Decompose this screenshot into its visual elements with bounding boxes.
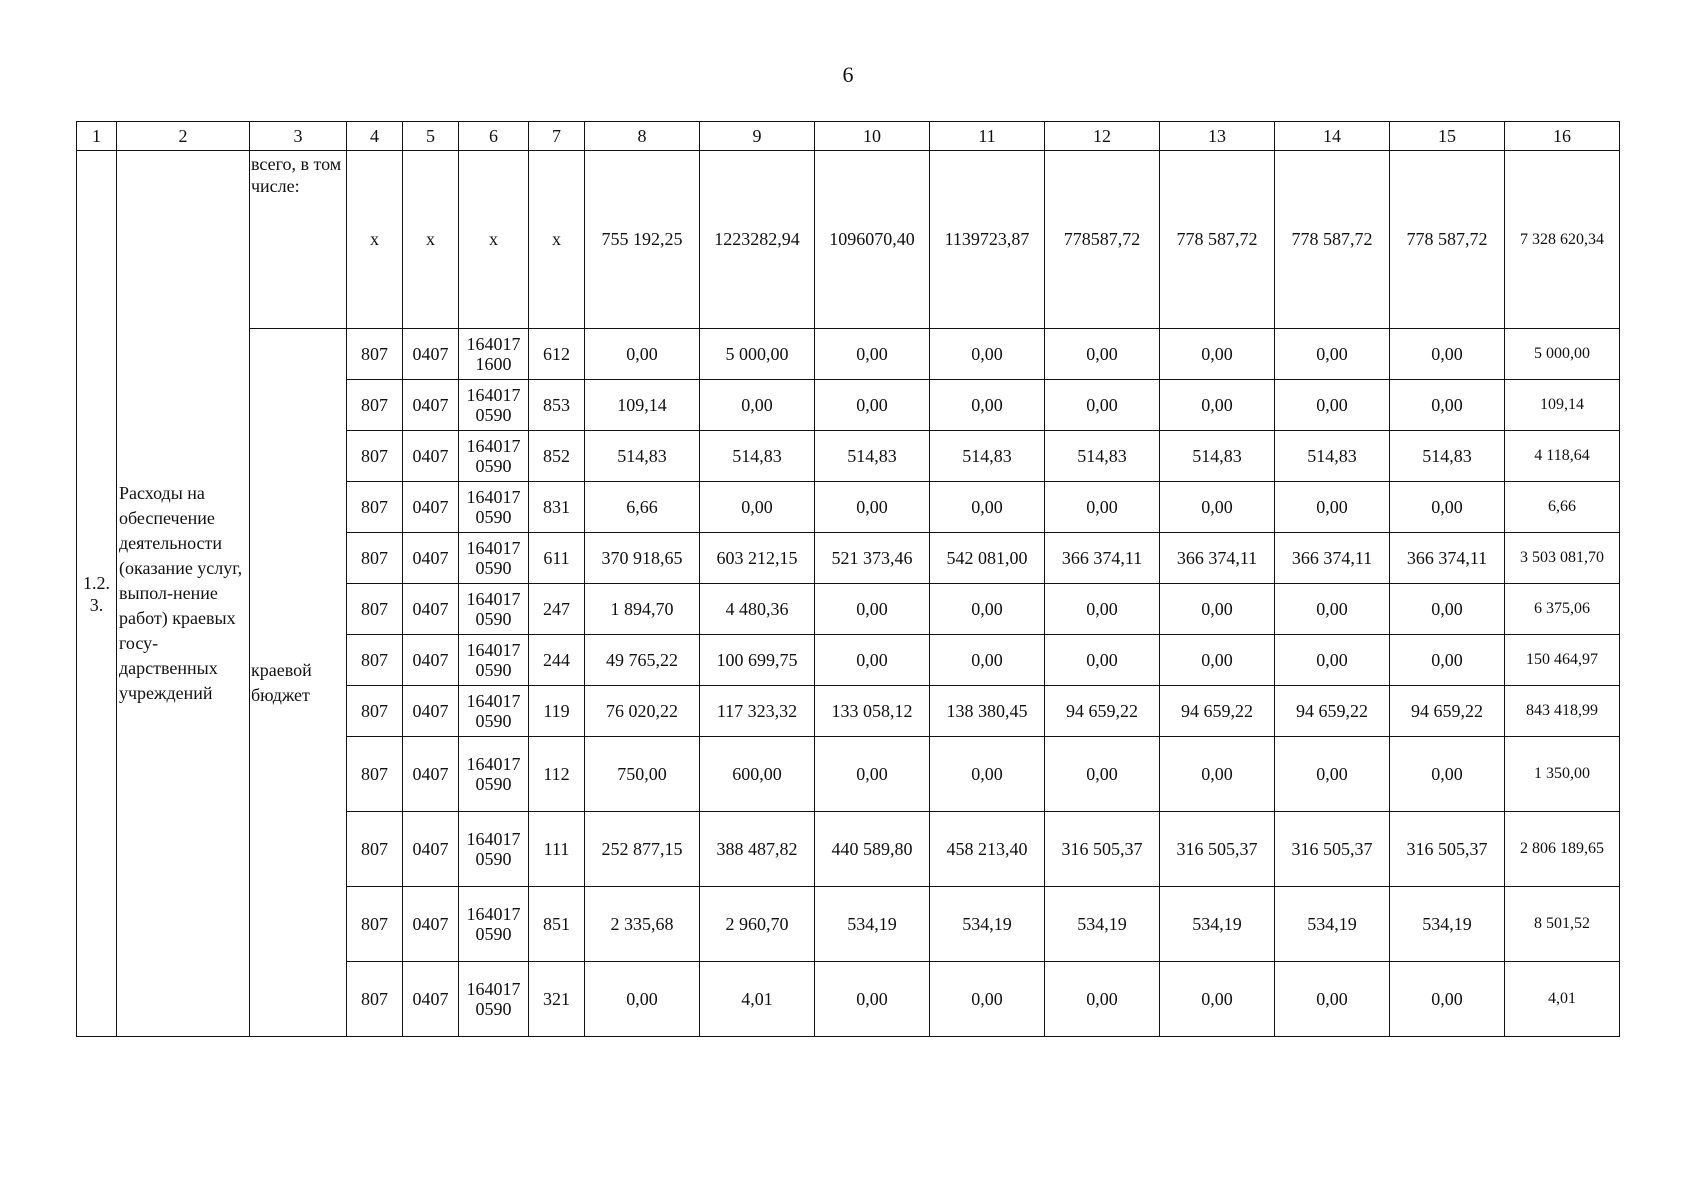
value-cell: 1139723,87 bbox=[930, 151, 1045, 329]
value-cell: 0,00 bbox=[930, 635, 1045, 686]
value-cell: 76 020,22 bbox=[585, 686, 700, 737]
total-label: всего, в том числе: bbox=[250, 151, 347, 329]
vr-code: 831 bbox=[529, 482, 585, 533]
value-cell: 0,00 bbox=[930, 737, 1045, 812]
value-cell: 1 894,70 bbox=[585, 584, 700, 635]
total-value-cell: 4 118,64 bbox=[1505, 431, 1620, 482]
value-cell: 133 058,12 bbox=[815, 686, 930, 737]
value-cell: 316 505,37 bbox=[1160, 812, 1275, 887]
value-cell: 0,00 bbox=[1275, 584, 1390, 635]
csr-code: 164017 0590 bbox=[459, 584, 529, 635]
grbs-code: x bbox=[347, 151, 403, 329]
value-cell: 0,00 bbox=[815, 380, 930, 431]
value-cell: 0,00 bbox=[1390, 584, 1505, 635]
value-cell: 94 659,22 bbox=[1160, 686, 1275, 737]
value-cell: 0,00 bbox=[1045, 380, 1160, 431]
csr-code: 164017 0590 bbox=[459, 887, 529, 962]
value-cell: 1223282,94 bbox=[700, 151, 815, 329]
rzpr-code: 0407 bbox=[403, 887, 459, 962]
value-cell: 0,00 bbox=[1045, 584, 1160, 635]
total-row bbox=[77, 151, 1620, 329]
total-value-cell: 7 328 620,34 bbox=[1505, 151, 1620, 329]
vr-code: 244 bbox=[529, 635, 585, 686]
value-cell: 521 373,46 bbox=[815, 533, 930, 584]
grbs-code: 807 bbox=[347, 887, 403, 962]
value-cell: 366 374,11 bbox=[1390, 533, 1505, 584]
item-name: Расходы на обеспечение деятельности (оказание услуг, выпол-нение работ) краевых госу-дарственных учреждений bbox=[117, 151, 250, 1037]
value-cell: 0,00 bbox=[700, 482, 815, 533]
value-cell: 6,66 bbox=[585, 482, 700, 533]
value-cell: 0,00 bbox=[1390, 329, 1505, 380]
total-value-cell: 843 418,99 bbox=[1505, 686, 1620, 737]
table-body bbox=[77, 122, 1620, 1037]
column-number: 5 bbox=[403, 122, 459, 151]
value-cell: 49 765,22 bbox=[585, 635, 700, 686]
csr-code: 164017 1600 bbox=[459, 329, 529, 380]
column-number: 11 bbox=[930, 122, 1045, 151]
total-value-cell: 6 375,06 bbox=[1505, 584, 1620, 635]
grbs-code: 807 bbox=[347, 635, 403, 686]
total-value-cell: 8 501,52 bbox=[1505, 887, 1620, 962]
value-cell: 0,00 bbox=[930, 482, 1045, 533]
value-cell: 2 335,68 bbox=[585, 887, 700, 962]
vr-code: 321 bbox=[529, 962, 585, 1037]
value-cell: 0,00 bbox=[1390, 737, 1505, 812]
value-cell: 0,00 bbox=[1160, 635, 1275, 686]
rzpr-code: 0407 bbox=[403, 431, 459, 482]
csr-code: 164017 0590 bbox=[459, 686, 529, 737]
value-cell: 316 505,37 bbox=[1390, 812, 1505, 887]
value-cell: 0,00 bbox=[930, 380, 1045, 431]
value-cell: 0,00 bbox=[930, 584, 1045, 635]
column-number: 8 bbox=[585, 122, 700, 151]
value-cell: 534,19 bbox=[815, 887, 930, 962]
csr-code: 164017 0590 bbox=[459, 737, 529, 812]
value-cell: 94 659,22 bbox=[1390, 686, 1505, 737]
grbs-code: 807 bbox=[347, 584, 403, 635]
value-cell: 2 960,70 bbox=[700, 887, 815, 962]
value-cell: 0,00 bbox=[815, 962, 930, 1037]
value-cell: 316 505,37 bbox=[1275, 812, 1390, 887]
vr-code: 853 bbox=[529, 380, 585, 431]
vr-code: 612 bbox=[529, 329, 585, 380]
column-number: 14 bbox=[1275, 122, 1390, 151]
csr-code: 164017 0590 bbox=[459, 635, 529, 686]
grbs-code: 807 bbox=[347, 329, 403, 380]
item-number-text: 1.2. 3. bbox=[83, 572, 110, 615]
rzpr-code: 0407 bbox=[403, 686, 459, 737]
value-cell: 514,83 bbox=[1160, 431, 1275, 482]
value-cell: 514,83 bbox=[585, 431, 700, 482]
column-number: 16 bbox=[1505, 122, 1620, 151]
value-cell: 0,00 bbox=[700, 380, 815, 431]
page-number: 6 bbox=[842, 62, 854, 87]
csr-code: 164017 0590 bbox=[459, 482, 529, 533]
value-cell: 109,14 bbox=[585, 380, 700, 431]
grbs-code: 807 bbox=[347, 431, 403, 482]
value-cell: 0,00 bbox=[1390, 635, 1505, 686]
value-cell: 600,00 bbox=[700, 737, 815, 812]
value-cell: 514,83 bbox=[815, 431, 930, 482]
csr-code: 164017 0590 bbox=[459, 962, 529, 1037]
rzpr-code: 0407 bbox=[403, 533, 459, 584]
value-cell: 4,01 bbox=[700, 962, 815, 1037]
value-cell: 0,00 bbox=[1160, 584, 1275, 635]
value-cell: 514,83 bbox=[1390, 431, 1505, 482]
csr-code: x bbox=[459, 151, 529, 329]
value-cell: 0,00 bbox=[815, 482, 930, 533]
value-cell: 458 213,40 bbox=[930, 812, 1045, 887]
rzpr-code: 0407 bbox=[403, 812, 459, 887]
value-cell: 366 374,11 bbox=[1045, 533, 1160, 584]
column-number: 10 bbox=[815, 122, 930, 151]
value-cell: 0,00 bbox=[1160, 329, 1275, 380]
column-number: 7 bbox=[529, 122, 585, 151]
vr-code: 851 bbox=[529, 887, 585, 962]
total-value-cell: 4,01 bbox=[1505, 962, 1620, 1037]
vr-code: 111 bbox=[529, 812, 585, 887]
value-cell: 366 374,11 bbox=[1160, 533, 1275, 584]
rzpr-code: 0407 bbox=[403, 737, 459, 812]
value-cell: 0,00 bbox=[1275, 482, 1390, 533]
value-cell: 534,19 bbox=[1275, 887, 1390, 962]
csr-code: 164017 0590 bbox=[459, 812, 529, 887]
total-value-cell: 3 503 081,70 bbox=[1505, 533, 1620, 584]
value-cell: 534,19 bbox=[1160, 887, 1275, 962]
value-cell: 138 380,45 bbox=[930, 686, 1045, 737]
value-cell: 94 659,22 bbox=[1045, 686, 1160, 737]
value-cell: 514,83 bbox=[1275, 431, 1390, 482]
column-number: 1 bbox=[77, 122, 117, 151]
total-value-cell: 150 464,97 bbox=[1505, 635, 1620, 686]
rzpr-code: 0407 bbox=[403, 962, 459, 1037]
value-cell: 534,19 bbox=[1390, 887, 1505, 962]
grbs-code: 807 bbox=[347, 482, 403, 533]
vr-code: 112 bbox=[529, 737, 585, 812]
column-number: 9 bbox=[700, 122, 815, 151]
value-cell: 755 192,25 bbox=[585, 151, 700, 329]
rzpr-code: x bbox=[403, 151, 459, 329]
value-cell: 370 918,65 bbox=[585, 533, 700, 584]
column-number: 4 bbox=[347, 122, 403, 151]
column-number: 15 bbox=[1390, 122, 1505, 151]
value-cell: 0,00 bbox=[815, 584, 930, 635]
value-cell: 366 374,11 bbox=[1275, 533, 1390, 584]
vr-code: 611 bbox=[529, 533, 585, 584]
value-cell: 0,00 bbox=[1045, 482, 1160, 533]
table-row bbox=[77, 329, 1620, 380]
value-cell: 0,00 bbox=[1045, 737, 1160, 812]
grbs-code: 807 bbox=[347, 380, 403, 431]
total-value-cell: 2 806 189,65 bbox=[1505, 812, 1620, 887]
value-cell: 0,00 bbox=[1390, 380, 1505, 431]
value-cell: 94 659,22 bbox=[1275, 686, 1390, 737]
value-cell: 0,00 bbox=[815, 329, 930, 380]
value-cell: 514,83 bbox=[930, 431, 1045, 482]
value-cell: 0,00 bbox=[1045, 962, 1160, 1037]
value-cell: 388 487,82 bbox=[700, 812, 815, 887]
rzpr-code: 0407 bbox=[403, 584, 459, 635]
value-cell: 603 212,15 bbox=[700, 533, 815, 584]
csr-code: 164017 0590 bbox=[459, 380, 529, 431]
value-cell: 0,00 bbox=[1275, 737, 1390, 812]
value-cell: 0,00 bbox=[815, 737, 930, 812]
rzpr-code: 0407 bbox=[403, 329, 459, 380]
value-cell: 0,00 bbox=[1045, 635, 1160, 686]
grbs-code: 807 bbox=[347, 737, 403, 812]
value-cell: 542 081,00 bbox=[930, 533, 1045, 584]
vr-code: x bbox=[529, 151, 585, 329]
value-cell: 0,00 bbox=[1160, 962, 1275, 1037]
value-cell: 778587,72 bbox=[1045, 151, 1160, 329]
funding-source: краевой бюджет bbox=[250, 329, 347, 1037]
value-cell: 117 323,32 bbox=[700, 686, 815, 737]
column-number: 2 bbox=[117, 122, 250, 151]
value-cell: 0,00 bbox=[1160, 737, 1275, 812]
value-cell: 1096070,40 bbox=[815, 151, 930, 329]
value-cell: 534,19 bbox=[1045, 887, 1160, 962]
column-number-row bbox=[77, 122, 1620, 151]
vr-code: 119 bbox=[529, 686, 585, 737]
column-number: 13 bbox=[1160, 122, 1275, 151]
value-cell: 514,83 bbox=[1045, 431, 1160, 482]
value-cell: 750,00 bbox=[585, 737, 700, 812]
value-cell: 100 699,75 bbox=[700, 635, 815, 686]
value-cell: 0,00 bbox=[585, 329, 700, 380]
value-cell: 440 589,80 bbox=[815, 812, 930, 887]
value-cell: 514,83 bbox=[700, 431, 815, 482]
column-number: 3 bbox=[250, 122, 347, 151]
value-cell: 0,00 bbox=[1045, 329, 1160, 380]
value-cell: 534,19 bbox=[930, 887, 1045, 962]
grbs-code: 807 bbox=[347, 533, 403, 584]
value-cell: 0,00 bbox=[1390, 962, 1505, 1037]
csr-code: 164017 0590 bbox=[459, 533, 529, 584]
budget-table bbox=[76, 121, 1620, 1037]
total-value-cell: 6,66 bbox=[1505, 482, 1620, 533]
vr-code: 247 bbox=[529, 584, 585, 635]
rzpr-code: 0407 bbox=[403, 635, 459, 686]
value-cell: 778 587,72 bbox=[1160, 151, 1275, 329]
rzpr-code: 0407 bbox=[403, 482, 459, 533]
value-cell: 0,00 bbox=[1160, 380, 1275, 431]
value-cell: 0,00 bbox=[1275, 380, 1390, 431]
grbs-code: 807 bbox=[347, 962, 403, 1037]
csr-code: 164017 0590 bbox=[459, 431, 529, 482]
value-cell: 0,00 bbox=[1160, 482, 1275, 533]
item-number bbox=[77, 151, 117, 1037]
total-value-cell: 5 000,00 bbox=[1505, 329, 1620, 380]
vr-code: 852 bbox=[529, 431, 585, 482]
column-number: 6 bbox=[459, 122, 529, 151]
total-value-cell: 109,14 bbox=[1505, 380, 1620, 431]
value-cell: 778 587,72 bbox=[1275, 151, 1390, 329]
value-cell: 0,00 bbox=[1275, 329, 1390, 380]
value-cell: 0,00 bbox=[1275, 962, 1390, 1037]
grbs-code: 807 bbox=[347, 686, 403, 737]
value-cell: 316 505,37 bbox=[1045, 812, 1160, 887]
value-cell: 0,00 bbox=[585, 962, 700, 1037]
value-cell: 778 587,72 bbox=[1390, 151, 1505, 329]
rzpr-code: 0407 bbox=[403, 380, 459, 431]
value-cell: 252 877,15 bbox=[585, 812, 700, 887]
value-cell: 0,00 bbox=[930, 962, 1045, 1037]
value-cell: 0,00 bbox=[1275, 635, 1390, 686]
value-cell: 0,00 bbox=[930, 329, 1045, 380]
total-value-cell: 1 350,00 bbox=[1505, 737, 1620, 812]
value-cell: 5 000,00 bbox=[700, 329, 815, 380]
value-cell: 4 480,36 bbox=[700, 584, 815, 635]
column-number: 12 bbox=[1045, 122, 1160, 151]
value-cell: 0,00 bbox=[815, 635, 930, 686]
value-cell: 0,00 bbox=[1390, 482, 1505, 533]
grbs-code: 807 bbox=[347, 812, 403, 887]
